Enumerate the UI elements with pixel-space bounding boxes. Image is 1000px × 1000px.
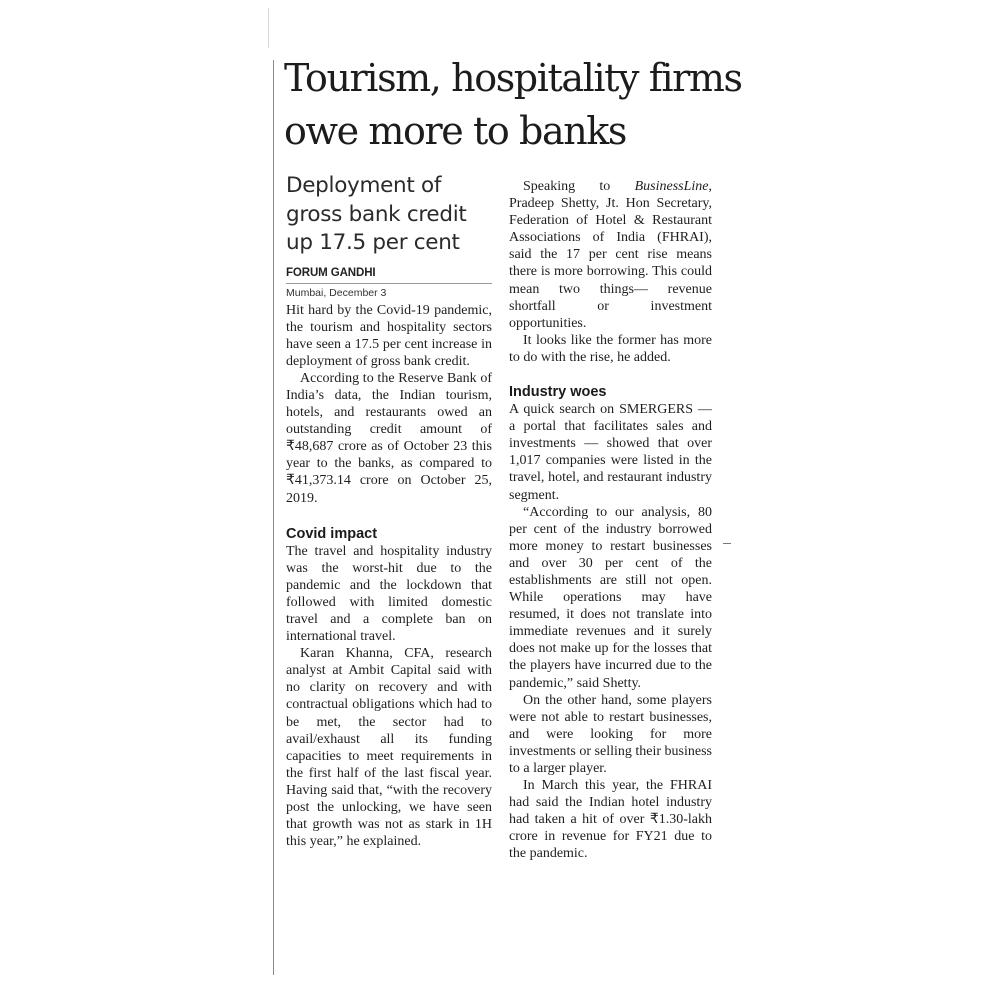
publication-name: BusinessLine [634,179,709,194]
left-column [286,172,492,850]
paragraph: The travel and hospitality industry was the worst-hit due to the pandemic and the lockdown that followed with limited domestic travel and a complete ban on international travel. [286,543,492,645]
paragraph: In March this year, the FHRAI had said the Indian hotel industry had taken a hit of over ₹1.30-lakh crore in revenue for FY21 due to the pandemic. [509,778,712,862]
subhead-industry-woes: Industry woes [509,384,607,401]
margin-dash [723,543,731,544]
paragraph: “According to our analysis, 80 per cent of the industry borrowed more money to restart businesses and over 30 per cent of the establishments are still not open. While operations may have resumed, it does not translate into immediate revenues and it surely does not make up for the losses that the players have incurred due to the pandemic,” said Shetty. [509,504,712,691]
paragraph: Hit hard by the Covid-19 pandemic, the tourism and hospitality sectors have seen a 17.5 per cent increase in deployment of gross bank credit. [286,302,492,369]
subhead-covid-impact: Covid impact [286,525,378,542]
right-column [509,178,712,863]
dateline: Mumbai, December 3 [286,286,387,299]
paragraph: It looks like the former has more to do with the rise, he added. [509,332,712,365]
text-run: , Pradeep Shetty, Jt. Hon Secretary, Federation of Hotel & Restaurant Associations of India (FHRAI), said the 17 per cent rise means there is more borrowing. This could mean two things— revenue shortfall or investment opportunities. [509,179,712,331]
byline: FORUM GANDHI [286,266,376,279]
paragraph: A quick search on SMERGERS — a portal that facilitates sales and investments — showed that over 1,017 companies were listed in the travel, hotel, and restaurant industry segment. [509,402,712,503]
byline-rule [286,283,492,284]
spacer [509,366,712,384]
text-run: Speaking to [523,179,635,194]
paragraph: On the other hand, some players were not able to restart businesses, and were looking for more investments or selling their business to a larger player. [509,692,712,776]
deck: Deployment of gross bank credit up 17.5 per cent [286,173,467,255]
headline: Tourism, hospitality firms owe more to banks [284,56,742,153]
paragraph [509,178,712,332]
spacer [286,507,492,526]
page-edge-rule [268,8,269,48]
column-rule [273,60,274,975]
paragraph: Karan Khanna, CFA, research analyst at Ambit Capital said with no clarity on recovery and with contractual obligations which had to be met, the sector had to avail/exhaust all its funding capacities to meet requirements in the first half of the last fiscal year. Having said that, “with the recovery post the unlocking, we have seen that growth was not as stark in 1H this year,” he explained. [286,646,492,850]
paragraph: According to the Reserve Bank of India’s data, the Indian tourism, hotels, and restaurants owed an outstanding credit amount of ₹48,687 crore as of October 23 this year to the banks, as compared to ₹41,373.14 crore on October 25, 2019. [286,370,492,506]
